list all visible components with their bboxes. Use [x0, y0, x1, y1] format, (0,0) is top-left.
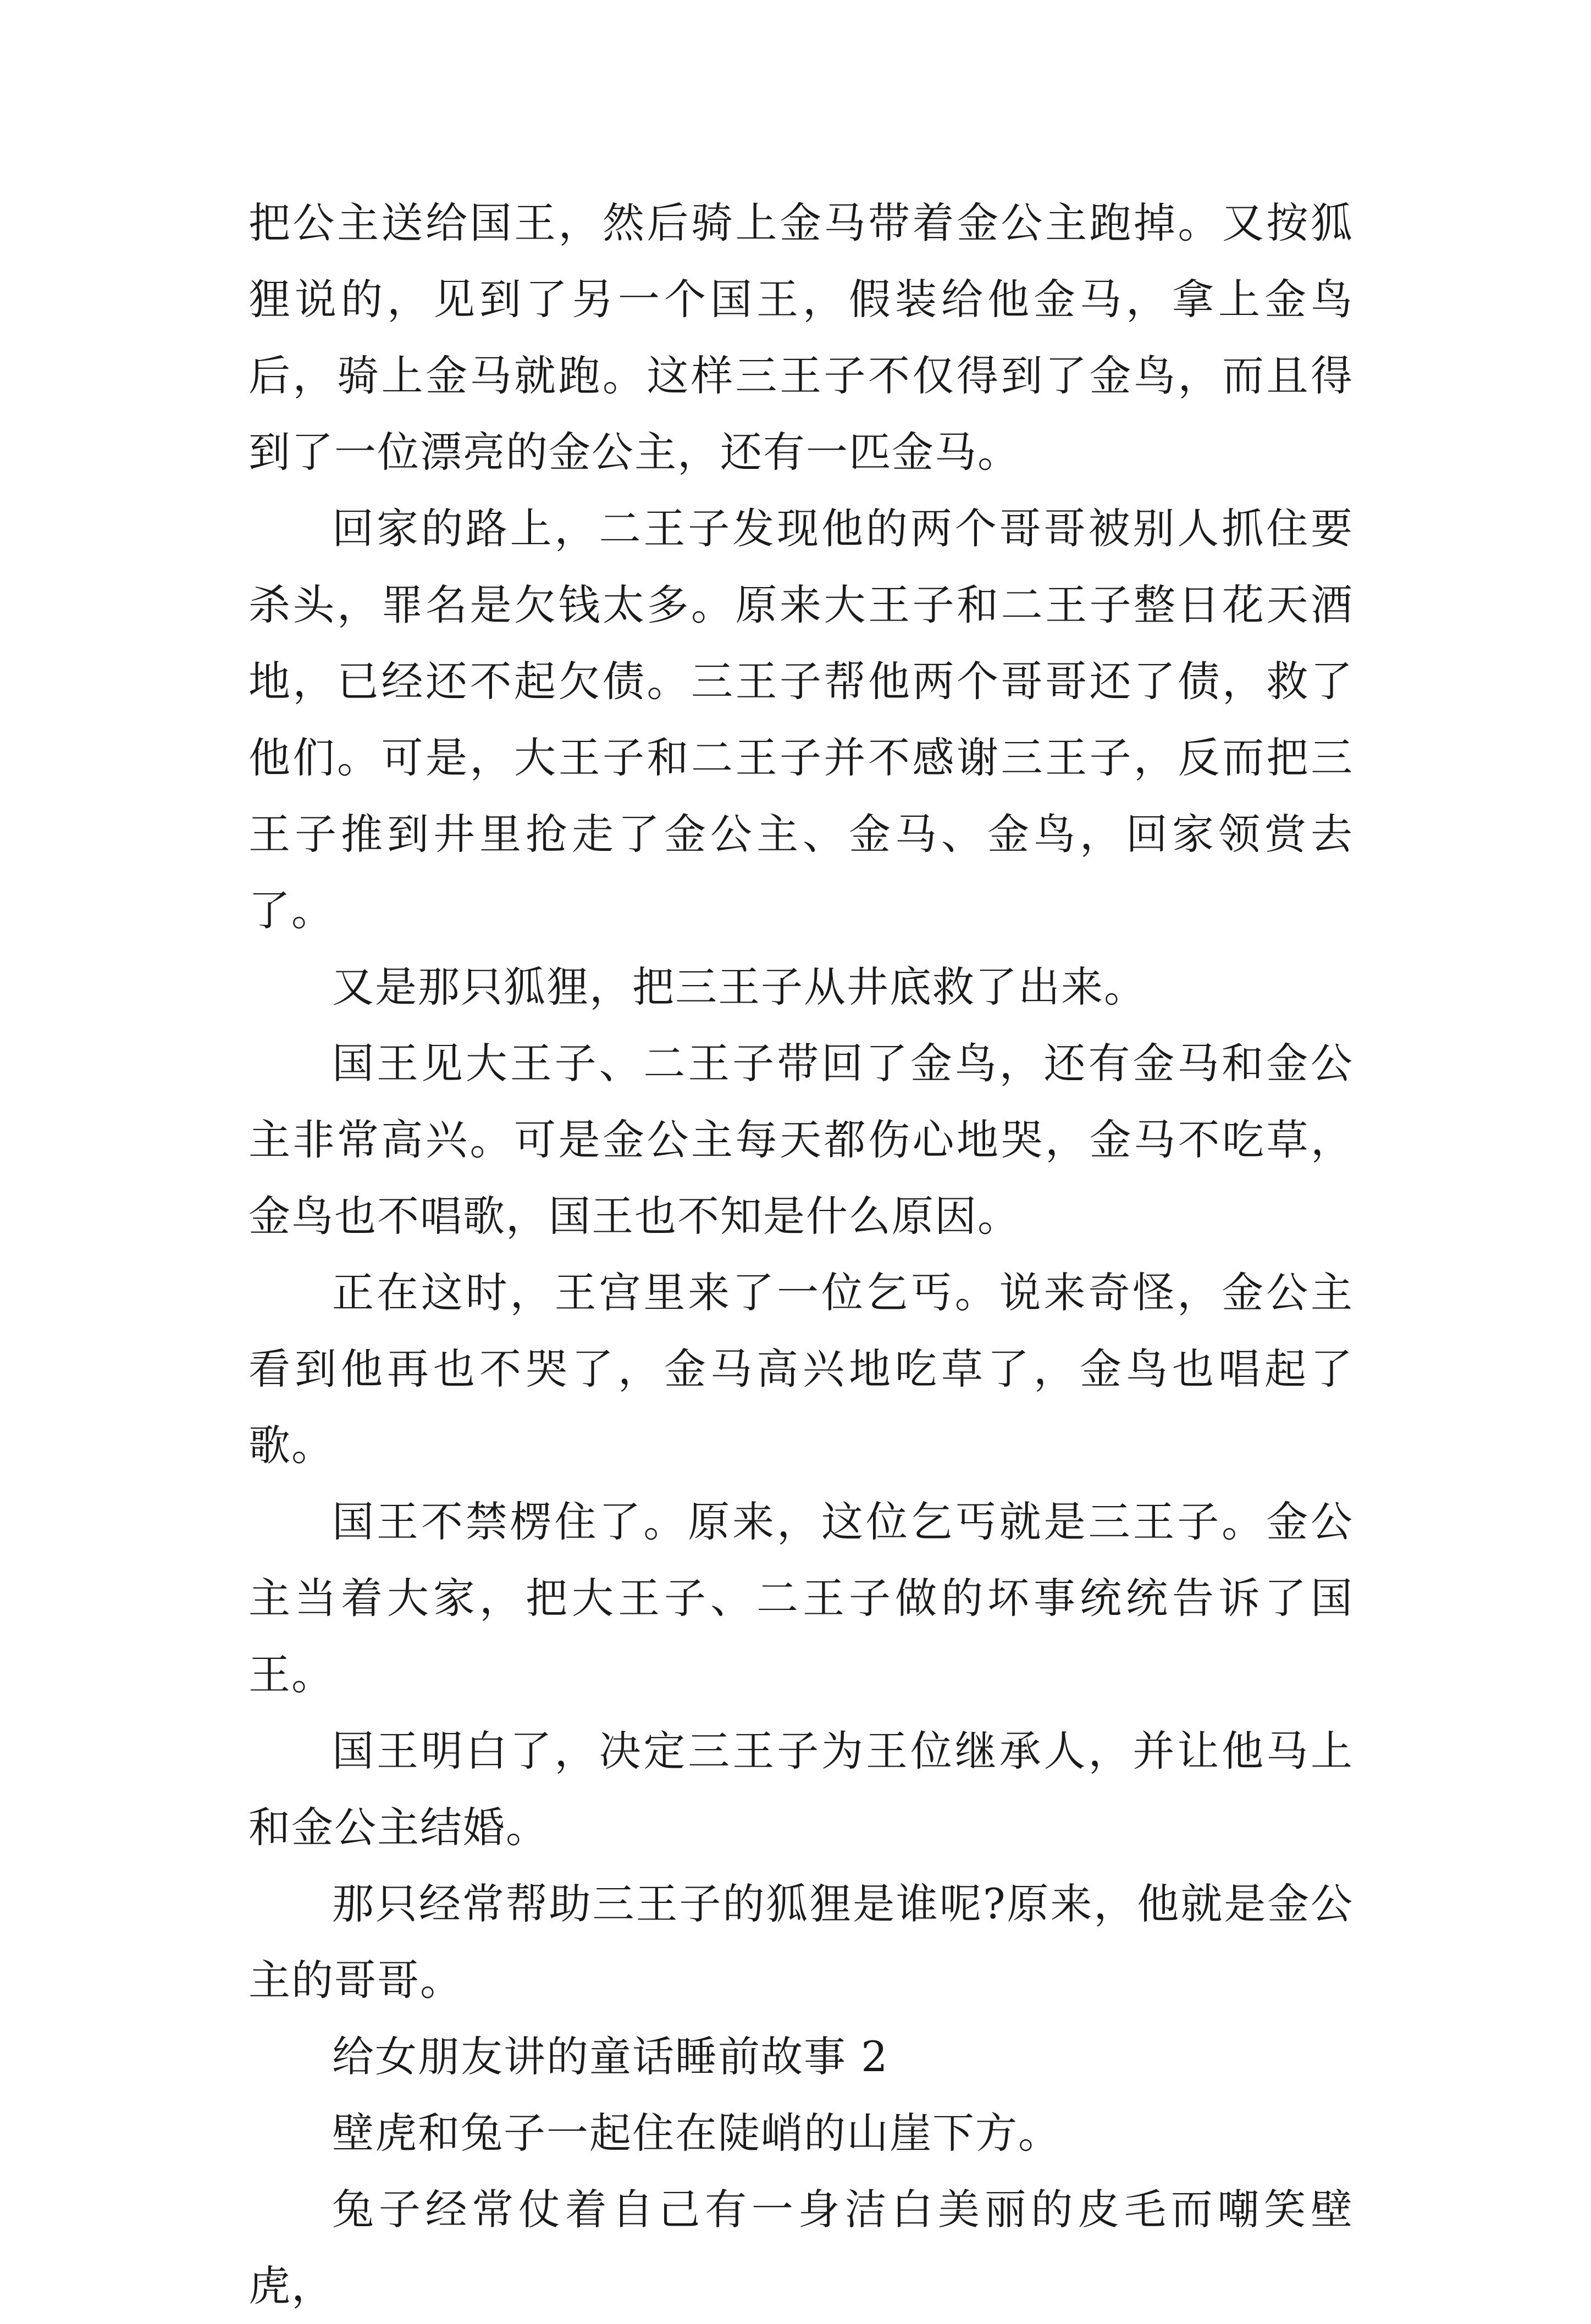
- paragraph-continuation: 把公主送给国王，然后骑上金马带着金公主跑掉。又按狐狸说的，见到了另一个国王，假装给他金马，拿上金鸟后，骑上金马就跑。这样三王子不仅得到了金鸟，而且得到了一位漂亮的金公主，还有一匹金马。: [248, 198, 1354, 477]
- paragraph: 壁虎和兔子一起住在陡峭的山崖下方。: [332, 2109, 1061, 2157]
- paragraph: 那只经常帮助三王子的狐狸是谁呢?原来，他就是金公主的哥哥。: [248, 1879, 1354, 2005]
- paragraph: 又是那只狐狸，把三王子从井底救了出来。: [332, 962, 1147, 1011]
- story-text: [248, 185, 1354, 2324]
- story-heading: 给女朋友讲的童话睡前故事 2: [332, 2032, 889, 2081]
- paragraph: 国王不禁楞住了。原来，这位乞丐就是三王子。金公主当着大家，把大王子、二王子做的坏事统统告诉了国王。: [248, 1497, 1354, 1699]
- paragraph: 国王明白了，决定三王子为王位继承人，并让他马上和金公主结婚。: [248, 1727, 1354, 1852]
- paragraph: 正在这时，王宫里来了一位乞丐。说来奇怪，金公主看到他再也不哭了，金马高兴地吃草了，金鸟也唱起了歌。: [248, 1268, 1354, 1470]
- paragraph: 回家的路上，二王子发现他的两个哥哥被别人抓住要杀头，罪名是欠钱太多。原来大王子和二王子整日花天酒地，已经还不起欠债。三王子帮他两个哥哥还了债，救了他们。可是，大王子和二王子并不感谢三王子，反而把三王子推到井里抢走了金公主、金马、金鸟，回家领赏去了。: [248, 504, 1354, 935]
- paragraph: 兔子经常仗着自己有一身洁白美丽的皮毛而嘲笑壁虎，: [248, 2185, 1354, 2310]
- paragraph: 国王见大王子、二王子带回了金鸟，还有金马和金公主非常高兴。可是金公主每天都伤心地哭，金马不吃草，金鸟也不唱歌，国王也不知是什么原因。: [248, 1039, 1354, 1241]
